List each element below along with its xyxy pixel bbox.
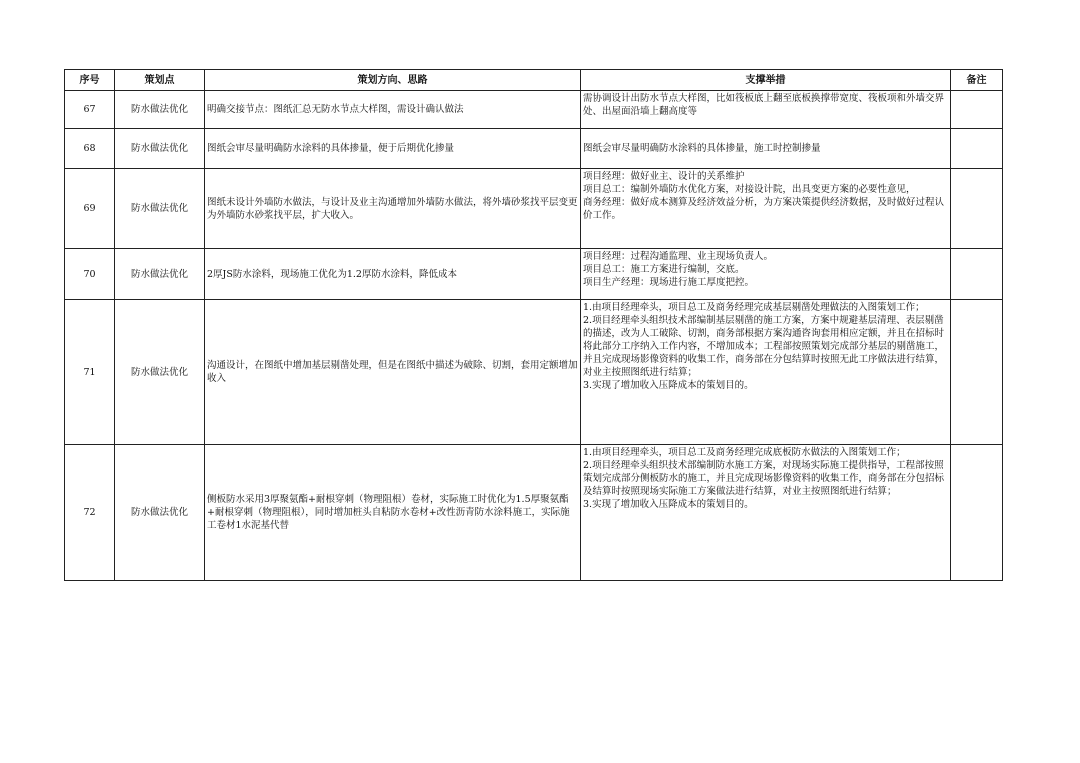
cell-direction: 明确交接节点：图纸汇总无防水节点大样图，需设计确认做法 (205, 91, 581, 129)
cell-direction: 沟通设计，在图纸中增加基层剔凿处理，但是在图纸中描述为破除、切割，套用定额增加收入 (205, 300, 581, 445)
cell-no: 70 (65, 249, 115, 300)
header-point: 策划点 (115, 70, 205, 91)
cell-remarks (951, 169, 1003, 249)
cell-measures: 图纸会审尽量明确防水涂料的具体掺量，施工时控制掺量 (581, 129, 951, 169)
cell-remarks (951, 445, 1003, 581)
table-row (65, 91, 1003, 129)
cell-measures: 1.由项目经理牵头，项目总工及商务经理完成底板防水做法的入图策划工作； 2.项目经理牵头组织技术部编制防水施工方案，对现场实际施工提供指导，工程部按照策划完成部分侧板防水的施工，并且完成现场影像资料的收集工作，商务部在分包招标及结算时按照现场实际施工方案做法进行结算，对业主按照图纸进行结算； 3.实现了增加收入压降成本的策划目的。 (581, 445, 951, 581)
table-header-row (65, 70, 1003, 91)
cell-measures: 项目经理：做好业主、设计的关系维护 项目总工：编制外墙防水优化方案，对接设计院，出具变更方案的必要性意见， 商务经理：做好成本测算及经济效益分析，为方案决策提供经济数据，及时做好过程认价工作。 (581, 169, 951, 249)
cell-direction: 侧板防水采用3厚聚氨酯+耐根穿刺（物理阻根）卷材，实际施工时优化为1.5厚聚氨酯+耐根穿刺（物理阻根），同时增加桩头自粘防水卷材+改性沥青防水涂料施工，实际施工卷材1水泥基代替 (205, 445, 581, 581)
cell-remarks (951, 300, 1003, 445)
table-row (65, 445, 1003, 581)
table-row (65, 249, 1003, 300)
cell-point: 防水做法优化 (115, 129, 205, 169)
table-row (65, 300, 1003, 445)
header-no: 序号 (65, 70, 115, 91)
cell-point: 防水做法优化 (115, 91, 205, 129)
cell-no: 67 (65, 91, 115, 129)
header-measures: 支撑举措 (581, 70, 951, 91)
cell-remarks (951, 129, 1003, 169)
cell-direction: 图纸会审尽量明确防水涂料的具体掺量，便于后期优化掺量 (205, 129, 581, 169)
planning-table (64, 69, 1003, 581)
cell-no: 68 (65, 129, 115, 169)
table-row (65, 129, 1003, 169)
cell-measures: 需协调设计出防水节点大样图，比如筏板底上翻至底板换撑带宽度、筏板项和外墙交界处、出屋面沿墙上翻高度等 (581, 91, 951, 129)
cell-direction: 图纸未设计外墙防水做法，与设计及业主沟通增加外墙防水做法，将外墙砂浆找平层变更为外墙防水砂浆找平层，扩大收入。 (205, 169, 581, 249)
cell-measures: 1.由项目经理牵头，项目总工及商务经理完成基层剔凿处理做法的入图策划工作； 2.项目经理牵头组织技术部编制基层剔凿的施工方案，方案中规避基层清理、表层剔凿的描述，改为人工破除、切割，商务部根据方案沟通咨询套用相应定额，并且在招标时将此部分工序纳入工作内容，不增加成本；工程部按照策划完成部分基层的剔凿施工，并且完成现场影像资料的收集工作，商务部在分包结算时按照无此工序做法进行结算，对业主按照图纸进行结算； 3.实现了增加收入压降成本的策划目的。 (581, 300, 951, 445)
cell-remarks (951, 91, 1003, 129)
cell-no: 71 (65, 300, 115, 445)
cell-point: 防水做法优化 (115, 249, 205, 300)
header-remarks: 备注 (951, 70, 1003, 91)
cell-point: 防水做法优化 (115, 300, 205, 445)
cell-point: 防水做法优化 (115, 169, 205, 249)
cell-remarks (951, 249, 1003, 300)
header-direction: 策划方向、思路 (205, 70, 581, 91)
cell-measures: 项目经理：过程沟通监理、业主现场负责人。 项目总工：施工方案进行编制，交底。 项目生产经理：现场进行施工厚度把控。 (581, 249, 951, 300)
cell-no: 72 (65, 445, 115, 581)
cell-no: 69 (65, 169, 115, 249)
table-row (65, 169, 1003, 249)
cell-point: 防水做法优化 (115, 445, 205, 581)
cell-direction: 2厚JS防水涂料，现场施工优化为1.2厚防水涂料，降低成本 (205, 249, 581, 300)
